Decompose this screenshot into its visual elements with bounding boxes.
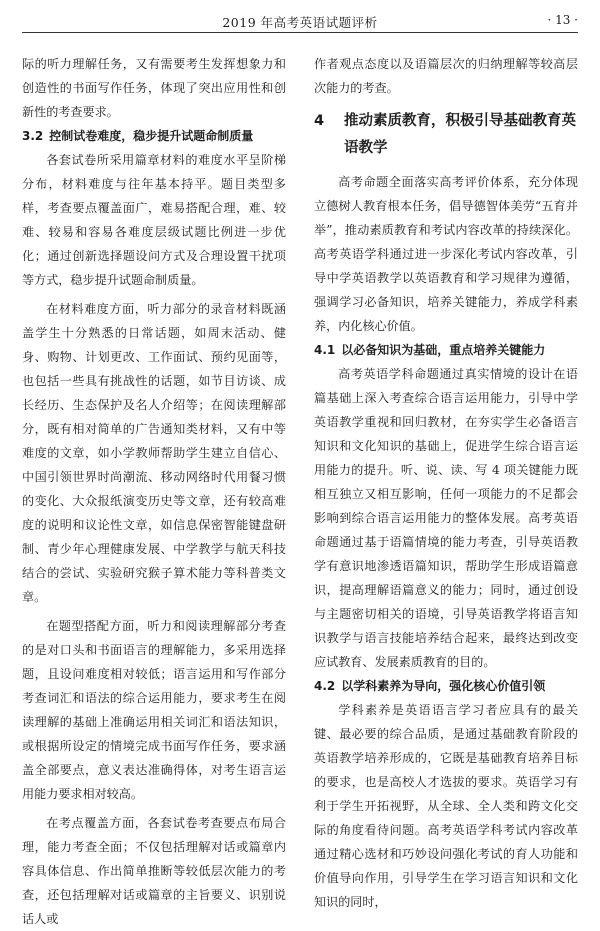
paragraph: 作者观点态度以及语篇层次的归纳理解等较高层次能力的考查。 <box>314 57 578 95</box>
paragraph: 高考命题全面落实高考评价体系，充分体现立德树人教育根本任务，倡导德智体美劳“五育并举”，推动素质教育和考试内容改革的持续深化。高考英语学科通过进一步深化考试内容改革，引导中学英语教学以英语教育和学习规律为遵循，强调学习必备知识，培养关键能力，养成学科素养，内化核心价值。 <box>314 175 578 333</box>
section-heading-4 <box>314 108 578 162</box>
paragraph: 学科素养是英语语言学习者应具有的最关键、最必要的综合品质，是通过基础教育阶段的英语教学培养形成的，它既是基础教育培养目标的要求，也是高校人才选拔的要求。英语学习有利于学生开拓视野，从全球、全人类和跨文化交际的角度看待问题。高考英语学科考试内容改革通过精心选材和巧妙设问强化考试的育人功能和价值导向作用，引导学生在学习语言知识和文化知识的同时， <box>314 703 578 909</box>
left-column <box>22 52 286 931</box>
section-number: 4.2 <box>314 679 336 693</box>
page-header <box>22 10 578 33</box>
paragraph: 在题型搭配方面，听力和阅读理解部分考查的是对口头和书面语言的理解能力，多采用选择题，且设问难度相对较低；语言运用和写作部分考查词汇和语法的综合运用能力，要求考生在阅读理解的基础上准确运用相关词汇和语法知识，或根据所设定的情境完成书面写作任务，要求涵盖全部要点，意义表达准确得体，对考生语言运用能力要求相对较高。 <box>22 619 286 801</box>
page-number: · 13 · <box>547 13 578 27</box>
section-heading-4-1 <box>314 338 578 362</box>
section-number: 4 <box>314 113 325 129</box>
section-heading-4-2 <box>314 674 578 698</box>
paragraph: 在材料难度方面，听力部分的录音材料既涵盖学生十分熟悉的日常话题，如周末活动、健身、购物、计划更改、工作面试、预约见面等，也包括一些具有挑战性的话题，如节目访谈、成长经历、生态保护及名人介绍等；在阅读理解部分，既有相对简单的广告通知类材料，又有中等难度的文章，如小学教师帮助学生建立自信心、中国引领世界时尚潮流、移动网络时代用餐习惯的变化、大众报纸演变历史等文章，还有较高难度的说明和议论性文章，如信息保密智能键盘研制、青少年心理健康发展、中学教学与航天科技结合的尝试、实验研究猴子算术能力等科普类文章。 <box>22 302 286 604</box>
section-heading-3-2 <box>22 124 286 148</box>
running-title: 2019 年高考英语试题评析 <box>222 15 378 30</box>
paragraph: 各套试卷所采用篇章材料的难度水平呈阶梯分布，材料难度与往年基本持平。题目类型多样，考查要点覆盖面广，难易搭配合理，难、较难、较易和容易各难度层级试题比例进一步优化；通过创新选择题设问方式及合理设置干扰项等方式，稳步提升试题命制质量。 <box>22 153 286 287</box>
section-number: 4.1 <box>314 343 336 357</box>
paragraph: 高考英语学科命题通过真实情境的设计在语篇基础上深入考查综合语言运用能力，引导中学英语教学重视和回归教材，在夯实学生必备语言知识和文化知识的基础上，促进学生综合语言运用能力的提升。听、说、读、写 4 项关键能力既相互独立又相互影响，任何一项能力的不足都会影响到综合语言运用能力的整体发展。高考英语命题通过基于语篇情境的能力考查，引导英语教学有意识地渗透语篇知识，帮助学生形成语篇意识，提高理解语篇意义的能力；同时，通过创设与主题密切相关的语境，引导英语教学将语言知识教学与语言技能培养结合起来，最终达到改变应试教育、发展素质教育的目的。 <box>314 367 578 669</box>
section-title: 推动素质教育，积极引导基础教育英语教学 <box>344 113 576 156</box>
right-column <box>314 52 578 914</box>
section-number: 3.2 <box>22 129 44 143</box>
paragraph: 在考点覆盖方面，各套试卷考查要点布局合理，能力考查全面；不仅包括理解对话或篇章内容具体信息、作出简单推断等较低层次能力的考查，还包括理解对话或篇章的主旨要义、识别说话人或 <box>22 816 286 926</box>
section-title: 控制试卷难度，稳步提升试题命制质量 <box>49 129 254 143</box>
section-title: 以学科素养为导向，强化核心价值引领 <box>341 679 546 693</box>
section-title: 以必备知识为基础，重点培养关键能力 <box>341 343 546 357</box>
paragraph: 际的听力理解任务，又有需要考生发挥想象力和创造性的书面写作任务，体现了突出应用性和创新性的考查要求。 <box>22 57 286 119</box>
